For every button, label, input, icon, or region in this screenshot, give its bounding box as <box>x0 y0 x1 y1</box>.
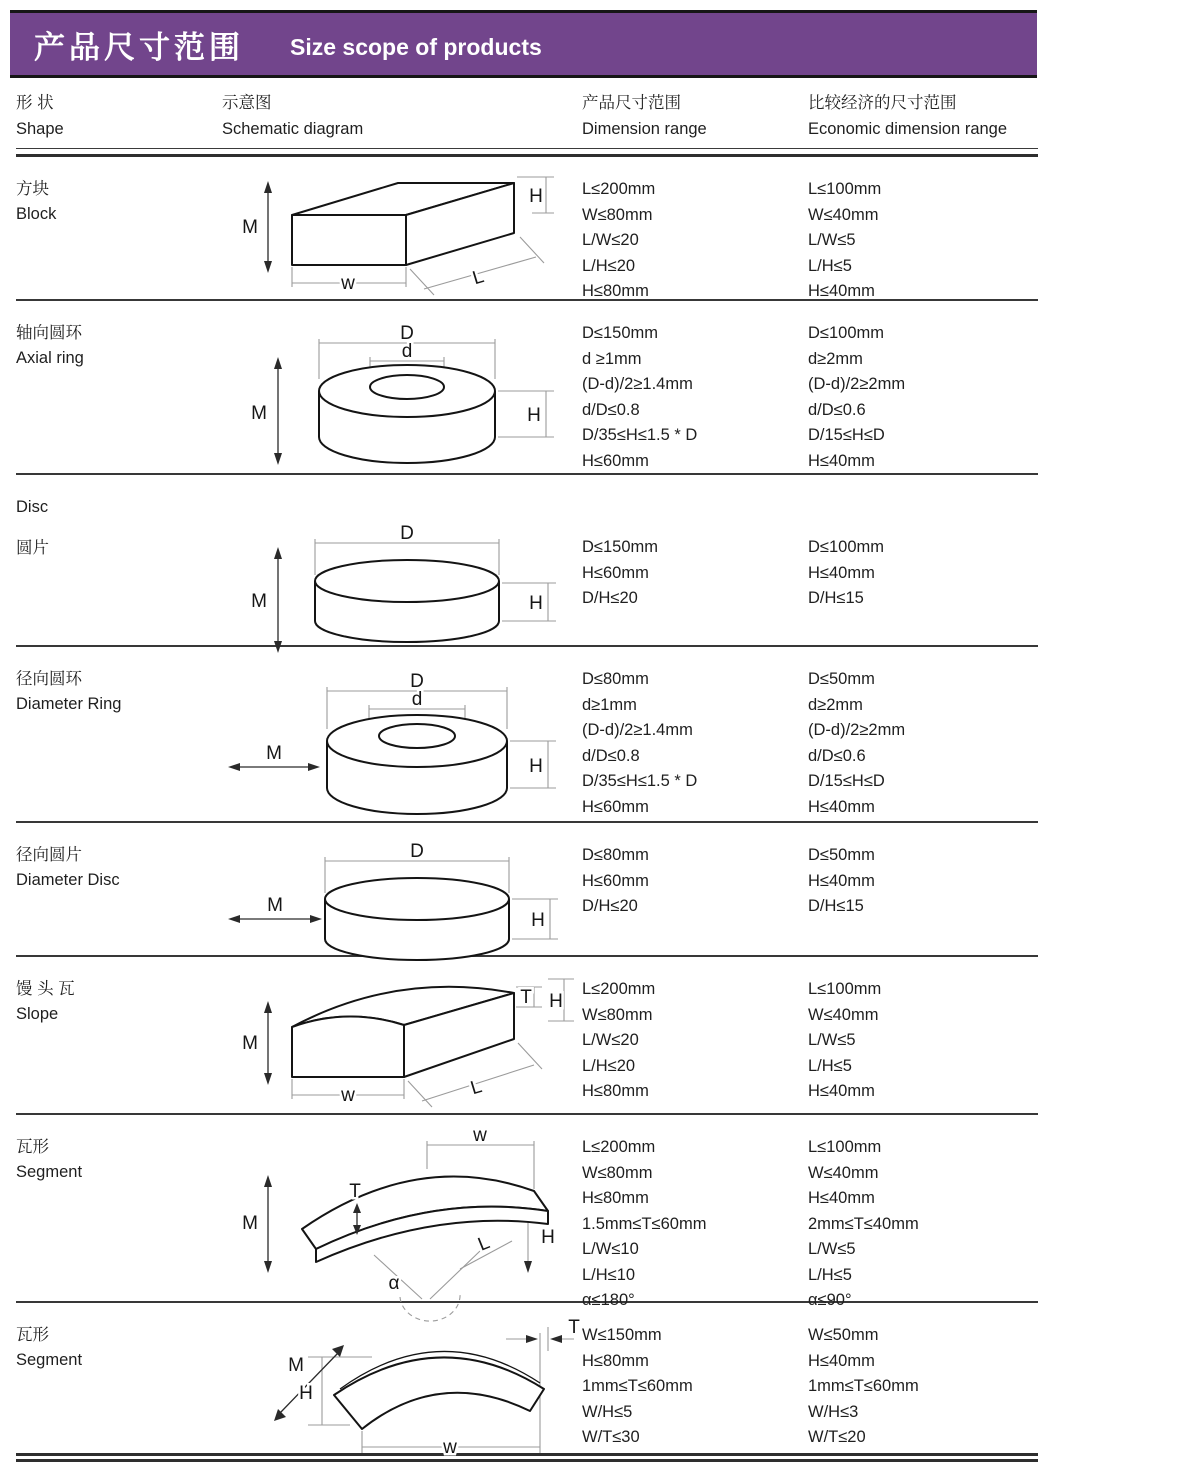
header-divider <box>16 148 1038 157</box>
dimension-line: W/H≤3 <box>808 1402 859 1421</box>
dimension-line: D/35≤H≤1.5 * D <box>582 772 698 790</box>
dimension-range-cell <box>582 1127 808 1314</box>
column-header-en: Dimension range <box>582 120 707 138</box>
dimension-line: H≤40mm <box>808 1351 875 1370</box>
dimension-line: D/H≤15 <box>808 589 864 607</box>
dimension-line: D≤100mm <box>808 324 884 342</box>
dim-label-t: T <box>568 1317 580 1338</box>
dimension-line: H≤40mm <box>808 282 875 300</box>
dimension-line: L/W≤5 <box>808 231 856 249</box>
dimension-line: D≤150mm <box>582 324 658 342</box>
column-header-en: Economic dimension range <box>808 120 1008 138</box>
segment-diagram <box>222 1127 582 1305</box>
dim-label-m: M <box>251 403 267 424</box>
shape-label: Slope <box>16 1005 59 1023</box>
disc-diagram <box>222 487 582 649</box>
dimension-line: W≤40mm <box>808 205 879 224</box>
dimension-line: d≥1mm <box>582 695 637 714</box>
economic-range-cell <box>808 1127 1038 1314</box>
column-header-en: Schematic diagram <box>222 120 364 138</box>
dim-label-m: M <box>288 1355 304 1376</box>
dim-label-D: D <box>400 523 414 544</box>
economic-range-cell <box>808 835 1038 957</box>
page-title-banner <box>10 10 1037 78</box>
dimension-line: α≤90° <box>808 1291 852 1309</box>
shape-cell <box>16 969 222 1117</box>
dimension-line: L≤200mm <box>582 180 656 198</box>
dimension-line: L≤100mm <box>808 180 882 198</box>
dimension-line: D≤80mm <box>582 670 649 688</box>
dimension-line: W/H≤5 <box>582 1402 633 1421</box>
dimension-line: d/D≤0.6 <box>808 746 866 765</box>
table-row-block <box>16 157 1038 301</box>
column-header-en: Shape <box>16 120 64 138</box>
shape-label: Segment <box>16 1163 83 1181</box>
dim-label-h: H <box>529 593 543 614</box>
dimension-line: d/D≤0.6 <box>808 400 866 419</box>
table-header-row <box>16 88 1038 148</box>
dimension-line: D≤50mm <box>808 846 875 864</box>
table-row-disc <box>16 475 1038 647</box>
dimension-line: H≤40mm <box>808 797 875 816</box>
dim-label-l: L <box>468 1076 485 1100</box>
dimension-line: L/W≤20 <box>582 231 639 249</box>
dimension-line: W≤80mm <box>582 1163 653 1182</box>
table-row-diameter-disc <box>16 823 1038 957</box>
dimension-line: D/35≤H≤1.5 * D <box>582 426 698 444</box>
shape-label: 圆片 <box>16 539 49 557</box>
dim-label-m: M <box>242 1033 258 1054</box>
table-row-segment-front <box>16 1303 1038 1458</box>
dimension-line: H≤40mm <box>808 1082 875 1100</box>
dimension-line: L/W≤5 <box>808 1031 856 1049</box>
dimension-line: H≤40mm <box>808 451 875 470</box>
dimension-line: 1mm≤T≤60mm <box>582 1377 693 1395</box>
dimension-range-cell <box>582 313 808 477</box>
shape-label: Block <box>16 205 57 223</box>
dimension-line: D/15≤H≤D <box>808 772 885 790</box>
dimension-line: L/H≤20 <box>582 256 636 275</box>
column-header-zh: 示意图 <box>222 94 272 112</box>
column-header-economic <box>808 90 1038 142</box>
page-title: 产品尺寸范围 <box>34 29 244 65</box>
dimension-line: H≤40mm <box>808 563 875 582</box>
dimension-line: D/H≤20 <box>582 589 638 607</box>
dim-label-alpha: α <box>388 1273 400 1294</box>
dimension-line: W≤40mm <box>808 1163 879 1182</box>
dimension-line: H≤80mm <box>582 282 649 300</box>
column-header-dimension <box>582 90 808 142</box>
dimension-line: L/H≤5 <box>808 256 852 275</box>
dim-label-m: M <box>242 217 258 238</box>
diameter-disc-diagram <box>222 835 582 957</box>
dimension-line: L≤100mm <box>808 1138 882 1156</box>
size-scope-table <box>16 88 1038 1462</box>
dimension-line: (D-d)/2≥2mm <box>808 375 906 393</box>
segment-front-diagram <box>222 1315 582 1457</box>
dim-label-h: H <box>541 1227 555 1248</box>
dim-label-d: d <box>401 341 413 362</box>
dimension-line: W≤40mm <box>808 1005 879 1024</box>
shape-cell <box>16 1127 222 1314</box>
dimension-line: D/15≤H≤D <box>808 426 885 444</box>
shape-cell <box>16 659 222 825</box>
dim-label-h: H <box>529 186 543 207</box>
dimension-range-cell <box>582 659 808 825</box>
dimension-line: D/H≤15 <box>808 897 864 915</box>
dimension-line: H≤80mm <box>582 1351 649 1370</box>
dim-label-h: H <box>527 405 541 426</box>
dimension-line: d/D≤0.8 <box>582 400 640 419</box>
economic-range-cell <box>808 313 1038 477</box>
dimension-line: H≤60mm <box>582 451 649 470</box>
diagram-cell <box>222 313 582 477</box>
dim-label-w: w <box>341 1085 355 1106</box>
table-row-slope <box>16 957 1038 1115</box>
dimension-line: d/D≤0.8 <box>582 746 640 765</box>
economic-range-cell <box>808 659 1038 825</box>
block-diagram <box>222 169 582 303</box>
shape-cell <box>16 487 222 649</box>
shape-label: 瓦形 <box>16 1326 49 1344</box>
economic-range-cell <box>808 969 1038 1117</box>
dim-label-w: w <box>443 1437 457 1458</box>
shape-label: 瓦形 <box>16 1138 49 1156</box>
dimension-line: 1mm≤T≤60mm <box>808 1377 919 1395</box>
dimension-line: H≤80mm <box>582 1082 649 1100</box>
dim-label-m: M <box>251 591 267 612</box>
dim-label-t: T <box>520 987 532 1008</box>
dimension-line: (D-d)/2≥1.4mm <box>582 375 693 393</box>
diagram-cell <box>222 659 582 825</box>
dim-label-h: H <box>299 1383 313 1404</box>
dim-label-m: M <box>266 743 282 764</box>
dimension-line: L/H≤10 <box>582 1265 636 1284</box>
shape-cell <box>16 169 222 305</box>
dimension-line: D≤100mm <box>808 538 884 556</box>
column-header-zh: 产品尺寸范围 <box>582 94 681 112</box>
dimension-line: (D-d)/2≥1.4mm <box>582 721 693 739</box>
shape-label: 径向圆片 <box>16 846 82 864</box>
dimension-line: α≤180° <box>582 1291 635 1309</box>
dimension-line: L≤200mm <box>582 1138 656 1156</box>
column-header-zh: 形 状 <box>16 94 54 112</box>
diagram-cell <box>222 969 582 1117</box>
dimension-line: D≤50mm <box>808 670 875 688</box>
dim-label-m: M <box>267 895 283 916</box>
column-header-shape <box>16 90 222 142</box>
dimension-line: W≤80mm <box>582 205 653 224</box>
economic-range-cell <box>808 1315 1038 1457</box>
diameter-ring-diagram <box>222 659 582 825</box>
diagram-cell <box>222 1315 582 1457</box>
table-row-axial-ring <box>16 301 1038 475</box>
dimension-line: W≤150mm <box>582 1326 662 1344</box>
diagram-cell <box>222 487 582 649</box>
dimension-line: L/W≤5 <box>808 1240 856 1258</box>
dim-label-l: L <box>475 1232 493 1256</box>
dimension-range-cell <box>582 835 808 957</box>
dimension-line: W≤80mm <box>582 1005 653 1024</box>
dimension-line: D≤80mm <box>582 846 649 864</box>
shape-label: Diameter Disc <box>16 871 120 889</box>
dimension-line: W/T≤30 <box>582 1428 640 1446</box>
dimension-line: L/H≤5 <box>808 1265 852 1284</box>
dimension-line: L/W≤10 <box>582 1240 639 1258</box>
page-subtitle: Size scope of products <box>290 33 542 60</box>
shape-cell <box>16 313 222 477</box>
table-row-diameter-ring <box>16 647 1038 823</box>
dim-label-m: M <box>242 1213 258 1234</box>
economic-range-cell <box>808 487 1038 649</box>
dimension-line: d≥2mm <box>808 695 863 714</box>
dimension-line: W≤50mm <box>808 1326 879 1344</box>
dimension-line: (D-d)/2≥2mm <box>808 721 906 739</box>
shape-cell <box>16 1315 222 1457</box>
dimension-line: L/H≤20 <box>582 1056 636 1075</box>
dimension-line: H≤60mm <box>582 563 649 582</box>
shape-label: 径向圆环 <box>16 670 82 688</box>
dim-label-h: H <box>531 910 545 931</box>
shape-label: Disc <box>16 498 49 516</box>
dimension-line: H≤80mm <box>582 1189 649 1207</box>
dim-label-h: H <box>529 756 543 777</box>
column-header-diagram <box>222 90 582 142</box>
dimension-line: L≤200mm <box>582 980 656 998</box>
dimension-line: H≤40mm <box>808 871 875 890</box>
dim-label-w: w <box>473 1125 487 1146</box>
dimension-range-cell <box>582 169 808 305</box>
dimension-line: H≤60mm <box>582 797 649 816</box>
slope-diagram <box>222 969 582 1117</box>
dimension-line: d ≥1mm <box>582 349 642 368</box>
dimension-range-cell <box>582 1315 808 1457</box>
axial-ring-diagram <box>222 313 582 477</box>
diagram-cell <box>222 169 582 305</box>
dimension-line: L/W≤20 <box>582 1031 639 1049</box>
diagram-cell <box>222 835 582 957</box>
dim-label-D: D <box>400 323 414 344</box>
dim-label-t: T <box>349 1181 361 1202</box>
dimension-line: L≤100mm <box>808 980 882 998</box>
dimension-line: 1.5mm≤T≤60mm <box>582 1214 707 1233</box>
dim-label-D: D <box>410 671 424 692</box>
dimension-range-cell <box>582 969 808 1117</box>
dimension-range-cell <box>582 487 808 649</box>
shape-label: Diameter Ring <box>16 695 122 713</box>
column-header-zh: 比较经济的尺寸范围 <box>808 94 957 112</box>
dim-label-w: w <box>341 273 355 294</box>
economic-range-cell <box>808 169 1038 305</box>
diagram-cell <box>222 1127 582 1314</box>
dimension-line: 2mm≤T≤40mm <box>808 1214 919 1233</box>
dimension-line: L/H≤5 <box>808 1056 852 1075</box>
dimension-line: D/H≤20 <box>582 897 638 915</box>
shape-label: 轴向圆环 <box>16 324 82 342</box>
dimension-line: H≤40mm <box>808 1189 875 1207</box>
shape-label: Axial ring <box>16 349 84 367</box>
shape-label: Segment <box>16 1351 83 1369</box>
dimension-line: D≤150mm <box>582 538 658 556</box>
dimension-line: W/T≤20 <box>808 1428 866 1446</box>
dim-label-D: D <box>410 841 424 862</box>
shape-cell <box>16 835 222 957</box>
shape-label: 馒 头 瓦 <box>16 980 75 998</box>
dim-label-l: L <box>470 266 487 290</box>
dim-label-h: H <box>549 991 563 1012</box>
shape-label: 方块 <box>16 180 49 198</box>
table-row-segment-3d <box>16 1115 1038 1309</box>
dimension-line: d≥2mm <box>808 349 863 368</box>
dim-label-d: d <box>411 689 423 710</box>
dimension-line: H≤60mm <box>582 871 649 890</box>
